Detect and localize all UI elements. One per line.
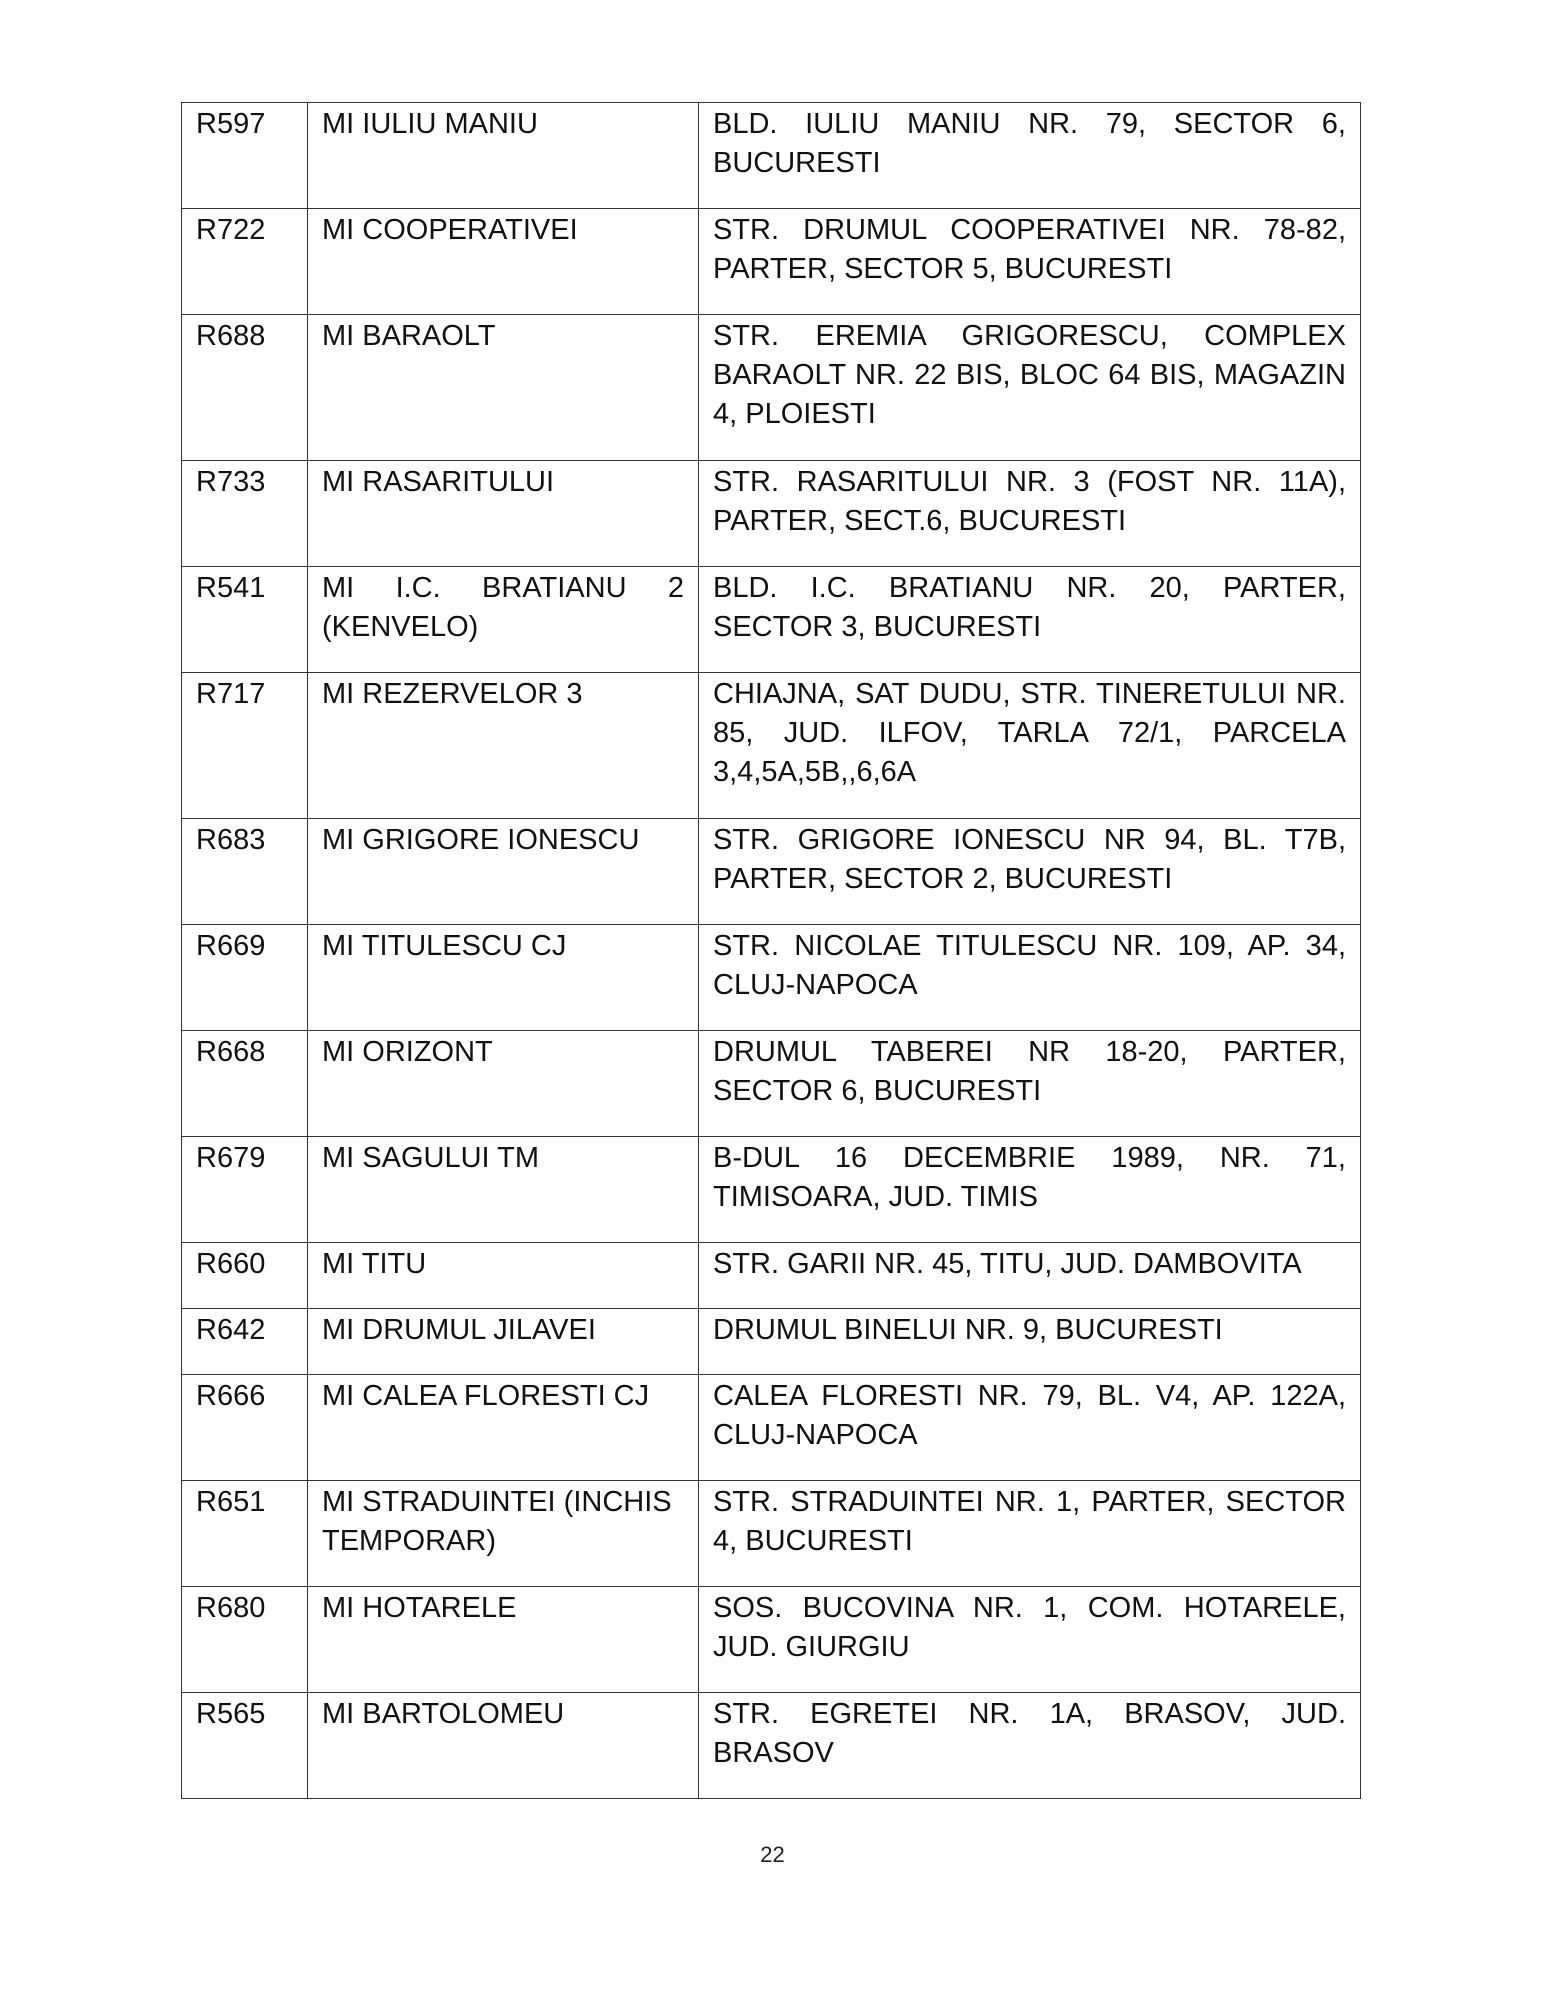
table-row [182,1375,1361,1481]
table-row [182,315,1361,461]
table-row [182,1481,1361,1587]
location-address: CALEA FLORESTI NR. 79, BL. V4, AP. 122A, CLUJ-NAPOCA [699,1375,1361,1481]
location-code: R597 [182,103,308,209]
location-address: CHIAJNA, SAT DUDU, STR. TINERETULUI NR. 85, JUD. ILFOV, TARLA 72/1, PARCELA 3,4,5A,5B,,6,6A [699,673,1361,819]
location-name: MI TITULESCU CJ [308,925,699,1031]
location-code: R722 [182,209,308,315]
location-address: B-DUL 16 DECEMBRIE 1989, NR. 71, TIMISOARA, JUD. TIMIS [699,1137,1361,1243]
location-address: BLD. IULIU MANIU NR. 79, SECTOR 6, BUCURESTI [699,103,1361,209]
locations-table [181,102,1361,1799]
location-code: R541 [182,567,308,673]
location-code: R679 [182,1137,308,1243]
location-address: DRUMUL TABEREI NR 18-20, PARTER, SECTOR 6, BUCURESTI [699,1031,1361,1137]
table-row [182,103,1361,209]
location-code: R651 [182,1481,308,1587]
location-code: R666 [182,1375,308,1481]
table-row [182,1243,1361,1309]
location-name: MI I.C. BRATIANU 2 (KENVELO) [308,567,699,673]
location-address: STR. GARII NR. 45, TITU, JUD. DAMBOVITA [699,1243,1361,1309]
location-name: MI BARAOLT [308,315,699,461]
location-name: MI STRADUINTEI (INCHIS TEMPORAR) [308,1481,699,1587]
location-name: MI BARTOLOMEU [308,1693,699,1799]
location-address: STR. RASARITULUI NR. 3 (FOST NR. 11A), PARTER, SECT.6, BUCURESTI [699,461,1361,567]
location-code: R683 [182,819,308,925]
table-row [182,1309,1361,1375]
location-code: R688 [182,315,308,461]
location-code: R669 [182,925,308,1031]
table-row [182,567,1361,673]
location-address: STR. STRADUINTEI NR. 1, PARTER, SECTOR 4, BUCURESTI [699,1481,1361,1587]
table-row [182,1587,1361,1693]
table-row [182,925,1361,1031]
location-name: MI ORIZONT [308,1031,699,1137]
location-address: SOS. BUCOVINA NR. 1, COM. HOTARELE, JUD. GIURGIU [699,1587,1361,1693]
location-address: STR. DRUMUL COOPERATIVEI NR. 78-82, PARTER, SECTOR 5, BUCURESTI [699,209,1361,315]
location-code: R668 [182,1031,308,1137]
location-code: R565 [182,1693,308,1799]
location-code: R733 [182,461,308,567]
location-name: MI CALEA FLORESTI CJ [308,1375,699,1481]
location-name: MI GRIGORE IONESCU [308,819,699,925]
location-name: MI COOPERATIVEI [308,209,699,315]
location-address: DRUMUL BINELUI NR. 9, BUCURESTI [699,1309,1361,1375]
location-address: BLD. I.C. BRATIANU NR. 20, PARTER, SECTOR 3, BUCURESTI [699,567,1361,673]
location-name: MI HOTARELE [308,1587,699,1693]
table-row [182,819,1361,925]
table-row [182,1693,1361,1799]
location-name: MI REZERVELOR 3 [308,673,699,819]
location-address: STR. EREMIA GRIGORESCU, COMPLEX BARAOLT NR. 22 BIS, BLOC 64 BIS, MAGAZIN 4, PLOIESTI [699,315,1361,461]
location-address: STR. EGRETEI NR. 1A, BRASOV, JUD. BRASOV [699,1693,1361,1799]
location-name: MI RASARITULUI [308,461,699,567]
page-number: 22 [760,1842,785,1867]
location-name: MI TITU [308,1243,699,1309]
table-row [182,1137,1361,1243]
location-name: MI SAGULUI TM [308,1137,699,1243]
location-code: R680 [182,1587,308,1693]
location-address: STR. GRIGORE IONESCU NR 94, BL. T7B, PARTER, SECTOR 2, BUCURESTI [699,819,1361,925]
location-code: R660 [182,1243,308,1309]
location-name: MI IULIU MANIU [308,103,699,209]
table-row [182,209,1361,315]
location-name: MI DRUMUL JILAVEI [308,1309,699,1375]
table-row [182,673,1361,819]
table-row [182,461,1361,567]
location-address: STR. NICOLAE TITULESCU NR. 109, AP. 34, CLUJ-NAPOCA [699,925,1361,1031]
table-row [182,1031,1361,1137]
location-code: R642 [182,1309,308,1375]
location-code: R717 [182,673,308,819]
